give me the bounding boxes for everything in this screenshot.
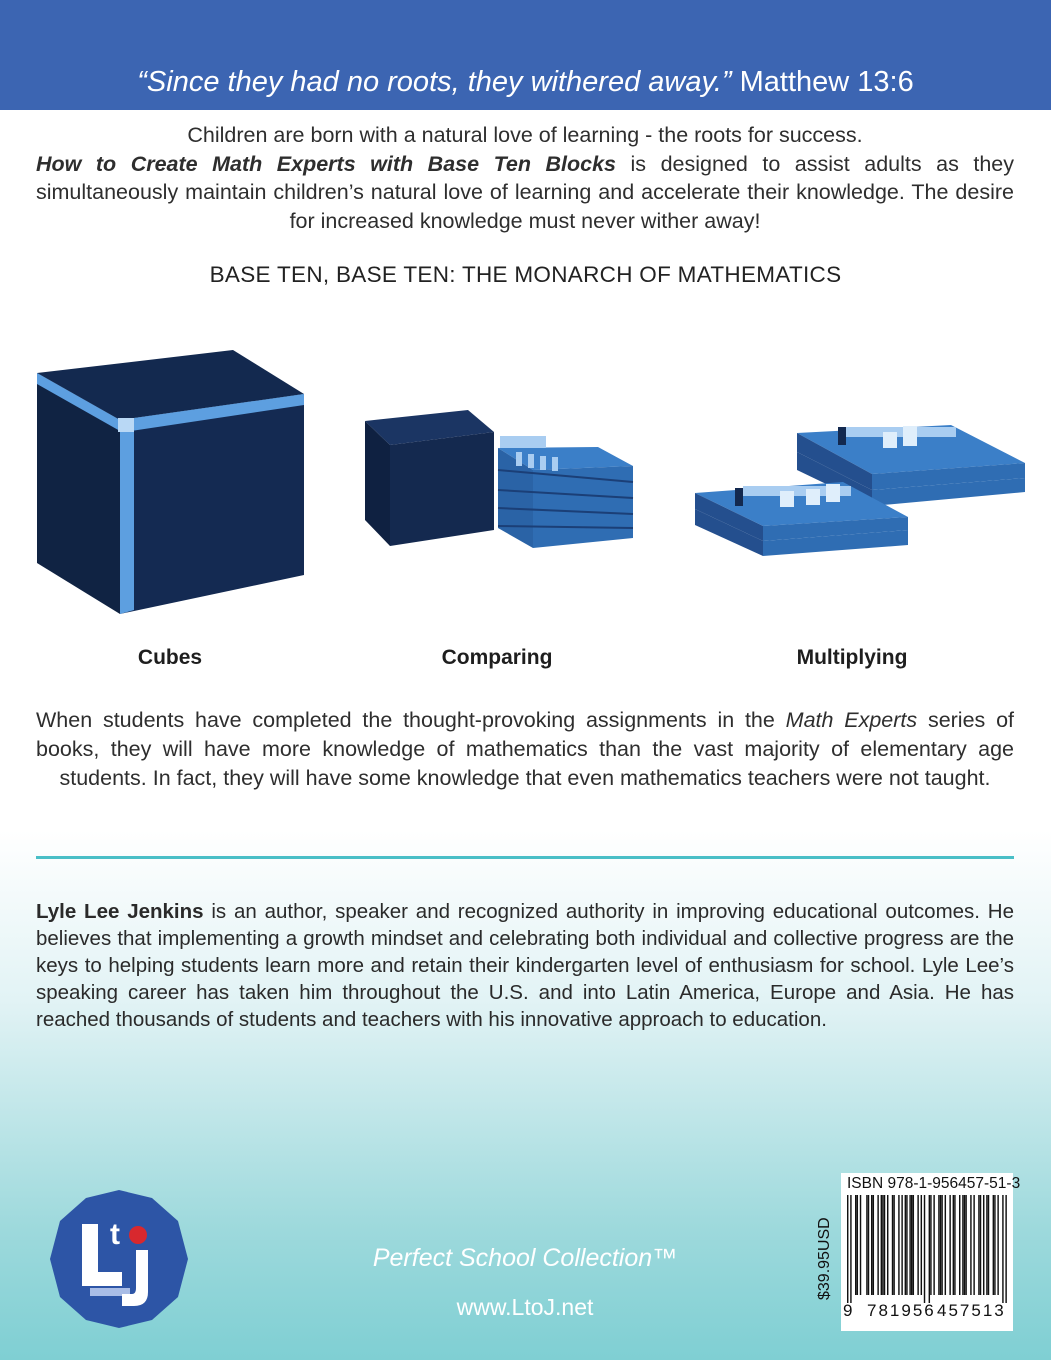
- barcode-bar: [941, 1195, 942, 1295]
- website-url: www.LtoJ.net: [456, 1294, 594, 1320]
- barcode-bar: [881, 1195, 882, 1295]
- header-bar: [0, 0, 1051, 110]
- barcode-bar: [978, 1195, 979, 1295]
- barcode-bar: [962, 1195, 963, 1295]
- barcode-bar: [959, 1195, 960, 1295]
- barcode-bar: [973, 1195, 974, 1295]
- barcode-digit-lead: 9: [843, 1301, 853, 1320]
- barcode-bar: [860, 1195, 861, 1295]
- barcode-bar: [954, 1195, 955, 1295]
- barcode-bar: [993, 1195, 994, 1295]
- barcode-box: [841, 1173, 1021, 1331]
- caption-comparing: Comparing: [441, 646, 553, 669]
- header-quote: [0, 66, 1051, 99]
- barcode-bar: [929, 1195, 930, 1303]
- barcode-bar: [871, 1195, 872, 1295]
- barcode-bar: [945, 1195, 946, 1295]
- intro-rest: is designed to assist adults as they simultaneously maintain children’s natural love of learning and accelerate their knowledge. The desire for increased knowledge must never wither away!: [36, 151, 1014, 233]
- barcode-bar: [909, 1195, 910, 1295]
- quote-citation: Matthew 13:6: [739, 66, 914, 98]
- barcode-bar: [938, 1195, 939, 1295]
- barcode-bar: [970, 1195, 971, 1295]
- book-title: How to Create Math Experts with Base Ten Blocks: [36, 151, 617, 176]
- barcode-bar: [913, 1195, 914, 1295]
- barcode-bar: [905, 1195, 906, 1295]
- barcode-bar: [949, 1195, 950, 1295]
- author-name: Lyle Lee Jenkins: [36, 900, 204, 923]
- svg-text:t: t: [110, 1218, 120, 1251]
- barcode-bar: [930, 1195, 931, 1295]
- series-name: Math Experts: [785, 708, 918, 732]
- isbn-label: ISBN 978-1-956457-51-3: [847, 1175, 1021, 1192]
- caption-cubes: Cubes: [137, 646, 203, 669]
- barcode-bar: [892, 1195, 893, 1295]
- price-label: $39.95USD: [816, 1217, 833, 1300]
- multiplying-illustration: [695, 425, 1025, 556]
- barcode-bar: [921, 1195, 922, 1295]
- bio-text: is an author, speaker and recognized authority in improving educational outcomes. He believes that implementing a growth mindset and celebrating both individual and collective progress are the keys to helping students learn more and retain their kindergarten level of enthusiasm for school. Lyle Lee’s speaking career has taken him throughout the U.S. and into Latin America, Europe and Asia. He has reached thousands of students and teachers with his innovative approach to education.: [36, 900, 1014, 1031]
- barcode-bar: [873, 1195, 874, 1295]
- barcode-bar: [933, 1195, 934, 1295]
- intro-paragraph: [36, 150, 1014, 236]
- barcode-bar: [906, 1195, 907, 1295]
- students-paragraph: [36, 706, 1014, 793]
- barcode-bar: [847, 1195, 848, 1303]
- barcode-bar: [986, 1195, 987, 1295]
- barcode-bar: [855, 1195, 856, 1295]
- comparing-illustration: [365, 410, 633, 548]
- intro-line-1: Children are born with a natural love of learning - the roots for success.: [187, 123, 863, 147]
- quote-text: “Since they had no roots, they withered away.”: [137, 66, 732, 98]
- barcode-digits-right: 457513: [937, 1301, 1006, 1320]
- barcode-bar: [893, 1195, 894, 1295]
- barcode-bar: [882, 1195, 883, 1295]
- barcode-bar: [884, 1195, 885, 1295]
- barcode-bar: [868, 1195, 869, 1295]
- collection-name: Perfect School Collection™: [372, 1244, 678, 1272]
- intro-text: [36, 121, 1014, 235]
- barcode-bar: [940, 1195, 941, 1295]
- author-bio: [36, 898, 1014, 1033]
- barcode-bar: [997, 1195, 998, 1295]
- barcode-bar: [866, 1195, 867, 1295]
- barcode-bars: [847, 1195, 1007, 1303]
- barcode-bar: [953, 1195, 954, 1295]
- base-ten-illustrations: [0, 330, 1051, 630]
- barcode-bar: [994, 1195, 995, 1295]
- barcode-bar: [911, 1195, 912, 1295]
- barcode-bar: [901, 1195, 902, 1295]
- barcode-bar: [965, 1195, 966, 1295]
- para2-after: series of books, they will have more knowledge of mathematics than the vast majority of elementary age students. In fact, they will have some knowledge that even mathematics teachers were not taught.: [36, 708, 1015, 790]
- barcode-bar: [877, 1195, 878, 1295]
- barcode-bar: [983, 1195, 984, 1295]
- cube-illustration: [37, 350, 304, 614]
- barcode-bar: [857, 1195, 858, 1295]
- barcode-digits: [841, 1301, 1013, 1327]
- barcode-bar: [898, 1195, 899, 1295]
- barcode-bar: [980, 1195, 981, 1295]
- barcode-bar: [964, 1195, 965, 1295]
- barcode-bar: [887, 1195, 888, 1295]
- section-divider: [36, 856, 1014, 859]
- ltoj-logo: [48, 1188, 190, 1330]
- barcode-bar: [924, 1195, 925, 1303]
- para2-before: When students have completed the thought-provoking assignments in the: [36, 708, 775, 732]
- barcode-bar: [850, 1195, 851, 1303]
- barcode-bar: [1005, 1195, 1006, 1303]
- barcode-bar: [988, 1195, 989, 1295]
- barcode-bar: [1002, 1195, 1003, 1303]
- section-heading: BASE TEN, BASE TEN: THE MONARCH OF MATHEMATICS: [209, 262, 842, 287]
- barcode-digits-left: 781956: [867, 1301, 936, 1320]
- barcode-bar: [917, 1195, 918, 1295]
- caption-multiplying: Multiplying: [796, 646, 908, 669]
